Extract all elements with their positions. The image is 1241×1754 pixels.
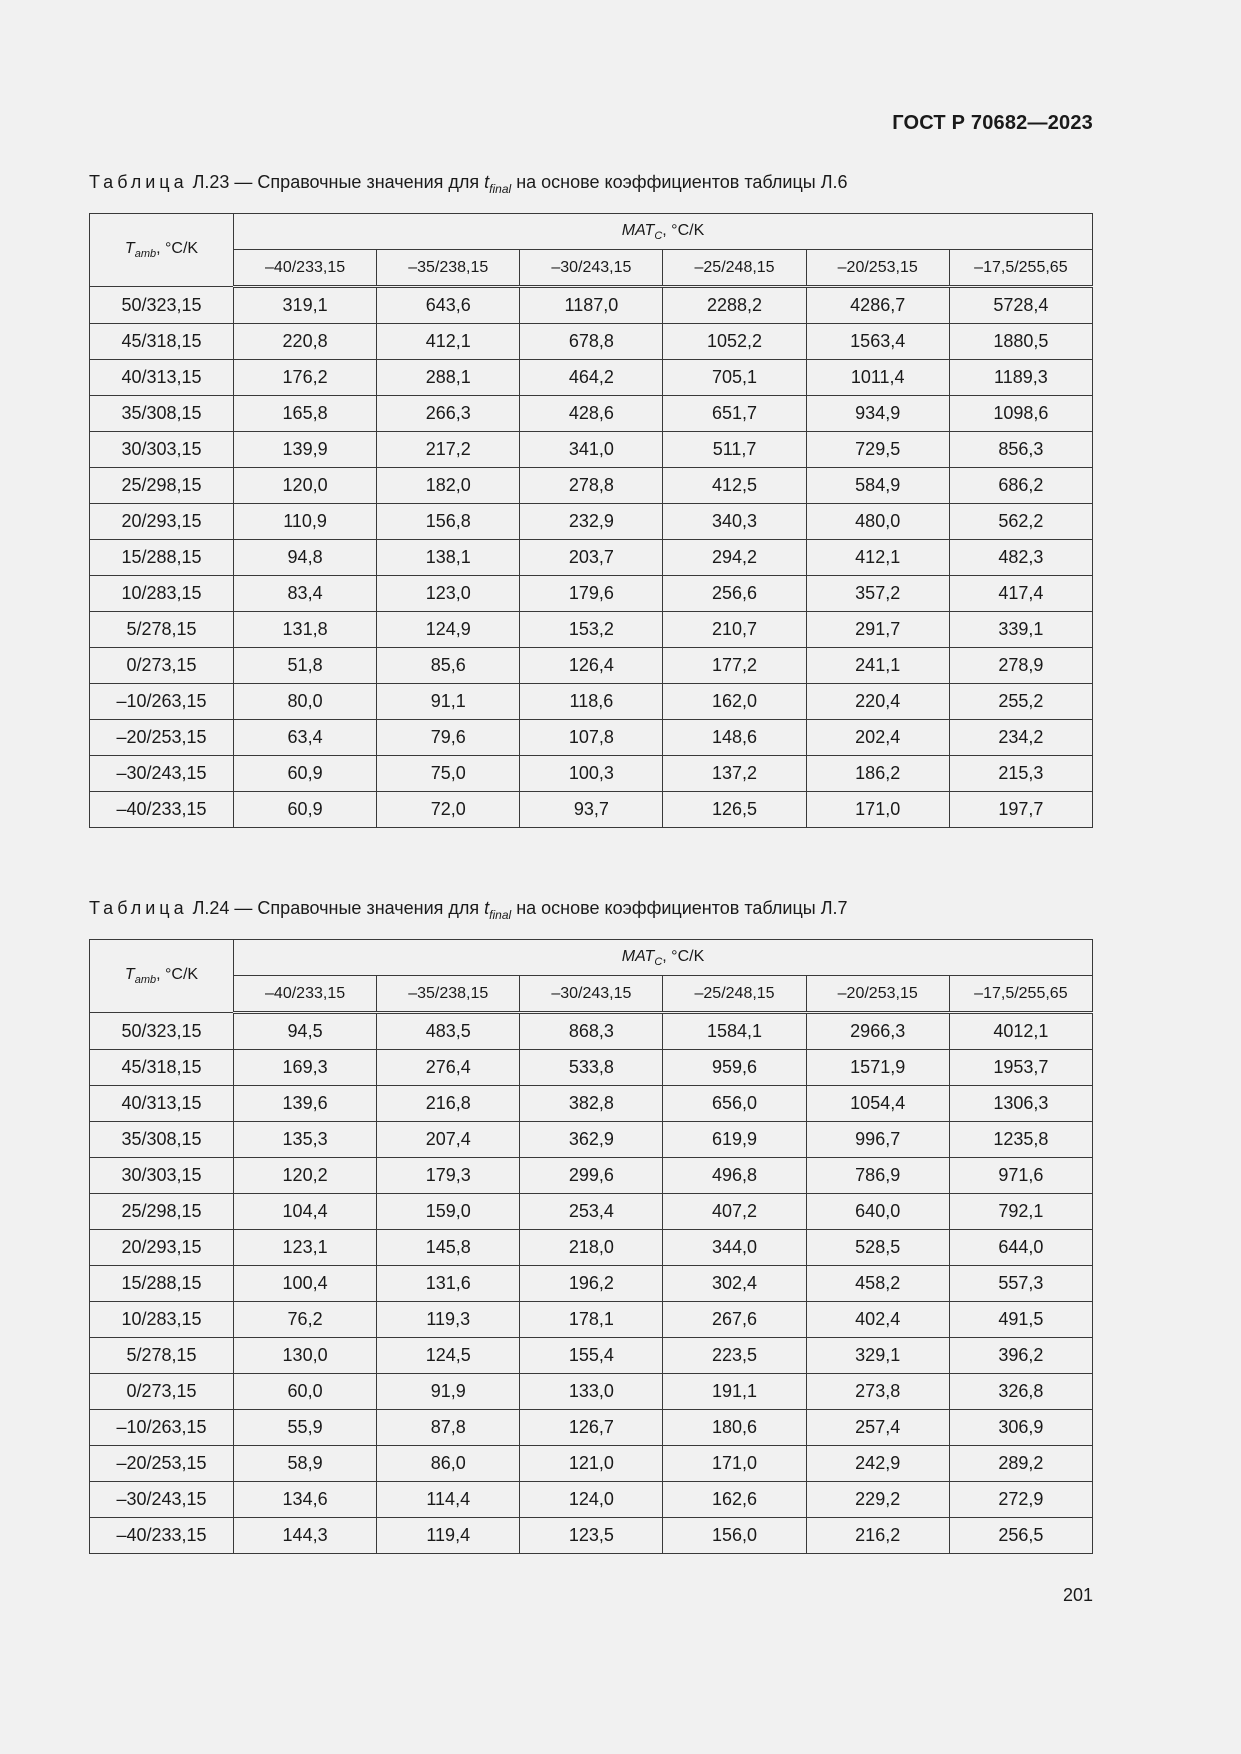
value-cell: 178,1 (520, 1302, 663, 1338)
value-cell: 656,0 (663, 1086, 806, 1122)
table-row (90, 612, 1093, 648)
table-caption-variable: t (484, 898, 490, 918)
value-cell: 176,2 (234, 360, 377, 396)
value-cell: 1052,2 (663, 324, 806, 360)
value-cell: 223,5 (663, 1338, 806, 1374)
value-cell: 169,3 (234, 1050, 377, 1086)
value-cell: 124,9 (377, 612, 520, 648)
row-header-variable: T (124, 240, 135, 257)
value-cell: 651,7 (663, 396, 806, 432)
value-cell: 428,6 (520, 396, 663, 432)
row-label-cell: 0/273,15 (90, 648, 234, 684)
row-label-cell: 45/318,15 (90, 1050, 234, 1086)
value-cell: 562,2 (949, 504, 1092, 540)
value-cell: 299,6 (520, 1158, 663, 1194)
value-cell: 483,5 (377, 1013, 520, 1050)
value-cell: 496,8 (663, 1158, 806, 1194)
table-row (90, 360, 1093, 396)
value-cell: 148,6 (663, 720, 806, 756)
data-table (89, 939, 1093, 1554)
value-cell: 856,3 (949, 432, 1092, 468)
value-cell: 491,5 (949, 1302, 1092, 1338)
table-row (90, 504, 1093, 540)
value-cell: 72,0 (377, 792, 520, 828)
value-cell: 278,9 (949, 648, 1092, 684)
row-label-cell: –20/253,15 (90, 1446, 234, 1482)
value-cell: 197,7 (949, 792, 1092, 828)
value-cell: 86,0 (377, 1446, 520, 1482)
table-row (90, 1122, 1093, 1158)
value-cell: 145,8 (377, 1230, 520, 1266)
row-label-cell: –40/233,15 (90, 1518, 234, 1554)
value-cell: 215,3 (949, 756, 1092, 792)
value-cell: 202,4 (806, 720, 949, 756)
value-cell: 417,4 (949, 576, 1092, 612)
row-label-cell: 35/308,15 (90, 1122, 234, 1158)
table-row (90, 576, 1093, 612)
row-label-cell: –40/233,15 (90, 792, 234, 828)
value-cell: 480,0 (806, 504, 949, 540)
table-caption-label: Таблица (89, 898, 188, 918)
value-cell: 267,6 (663, 1302, 806, 1338)
table-row (90, 1013, 1093, 1050)
value-cell: 91,1 (377, 684, 520, 720)
value-cell: 1953,7 (949, 1050, 1092, 1086)
table-caption-subscript: final (489, 908, 512, 922)
row-label-cell: 5/278,15 (90, 1338, 234, 1374)
value-cell: 4012,1 (949, 1013, 1092, 1050)
table-body (90, 1013, 1093, 1554)
row-label-cell: 5/278,15 (90, 612, 234, 648)
value-cell: 93,7 (520, 792, 663, 828)
row-header-subscript: amb (134, 248, 157, 260)
column-header: –40/233,15 (234, 976, 377, 1013)
value-cell: 357,2 (806, 576, 949, 612)
value-cell: 5728,4 (949, 287, 1092, 324)
value-cell: 464,2 (520, 360, 663, 396)
value-cell: 326,8 (949, 1374, 1092, 1410)
value-cell: 288,1 (377, 360, 520, 396)
value-cell: 156,0 (663, 1518, 806, 1554)
value-cell: 329,1 (806, 1338, 949, 1374)
table-caption-prefix: Л.24 — Справочные значения для (192, 898, 480, 918)
row-label-cell: 0/273,15 (90, 1374, 234, 1410)
value-cell: 124,5 (377, 1338, 520, 1374)
table-row (90, 1338, 1093, 1374)
value-cell: 934,9 (806, 396, 949, 432)
value-cell: 241,1 (806, 648, 949, 684)
value-cell: 533,8 (520, 1050, 663, 1086)
value-cell: 126,4 (520, 648, 663, 684)
value-cell: 412,1 (806, 540, 949, 576)
value-cell: 179,6 (520, 576, 663, 612)
value-cell: 100,3 (520, 756, 663, 792)
column-header: –25/248,15 (663, 976, 806, 1013)
value-cell: 644,0 (949, 1230, 1092, 1266)
value-cell: 458,2 (806, 1266, 949, 1302)
column-header: –20/253,15 (806, 976, 949, 1013)
row-label-cell: 10/283,15 (90, 1302, 234, 1338)
value-cell: 1880,5 (949, 324, 1092, 360)
table-body (90, 287, 1093, 828)
value-cell: 83,4 (234, 576, 377, 612)
value-cell: 412,5 (663, 468, 806, 504)
value-cell: 341,0 (520, 432, 663, 468)
value-cell: 705,1 (663, 360, 806, 396)
value-cell: 278,8 (520, 468, 663, 504)
value-cell: 216,8 (377, 1086, 520, 1122)
value-cell: 75,0 (377, 756, 520, 792)
column-header: –20/253,15 (806, 250, 949, 287)
value-cell: 94,5 (234, 1013, 377, 1050)
value-cell: 1571,9 (806, 1050, 949, 1086)
value-cell: 2966,3 (806, 1013, 949, 1050)
value-cell: 135,3 (234, 1122, 377, 1158)
value-cell: 319,1 (234, 287, 377, 324)
value-cell: 971,6 (949, 1158, 1092, 1194)
value-cell: 1563,4 (806, 324, 949, 360)
value-cell: 159,0 (377, 1194, 520, 1230)
row-label-cell: 35/308,15 (90, 396, 234, 432)
value-cell: 60,0 (234, 1374, 377, 1410)
row-label-cell: 30/303,15 (90, 1158, 234, 1194)
value-cell: 640,0 (806, 1194, 949, 1230)
value-cell: 1189,3 (949, 360, 1092, 396)
value-cell: 218,0 (520, 1230, 663, 1266)
value-cell: 1235,8 (949, 1122, 1092, 1158)
value-cell: 180,6 (663, 1410, 806, 1446)
table-caption-suffix: на основе коэффициентов таблицы Л.6 (516, 172, 848, 192)
value-cell: 55,9 (234, 1410, 377, 1446)
value-cell: 162,0 (663, 684, 806, 720)
value-cell: 256,6 (663, 576, 806, 612)
table-row (90, 1086, 1093, 1122)
value-cell: 110,9 (234, 504, 377, 540)
value-cell: 255,2 (949, 684, 1092, 720)
value-cell: 1187,0 (520, 287, 663, 324)
column-header: –30/243,15 (520, 976, 663, 1013)
value-cell: 619,9 (663, 1122, 806, 1158)
row-label-cell: 15/288,15 (90, 540, 234, 576)
value-cell: 63,4 (234, 720, 377, 756)
value-cell: 253,4 (520, 1194, 663, 1230)
value-cell: 276,4 (377, 1050, 520, 1086)
value-cell: 289,2 (949, 1446, 1092, 1482)
value-cell: 191,1 (663, 1374, 806, 1410)
row-header-unit: , °C/K (156, 240, 199, 257)
value-cell: 786,9 (806, 1158, 949, 1194)
value-cell: 291,7 (806, 612, 949, 648)
value-cell: 165,8 (234, 396, 377, 432)
table-row (90, 1446, 1093, 1482)
table-row (90, 1374, 1093, 1410)
value-cell: 134,6 (234, 1482, 377, 1518)
table-caption-prefix: Л.23 — Справочные значения для (192, 172, 480, 192)
value-cell: 60,9 (234, 792, 377, 828)
column-group-subscript: C (654, 955, 663, 968)
value-cell: 133,0 (520, 1374, 663, 1410)
value-cell: 1306,3 (949, 1086, 1092, 1122)
table-caption-subscript: final (489, 182, 512, 196)
page-number: 201 (1062, 1585, 1093, 1605)
table-row (90, 540, 1093, 576)
value-cell: 171,0 (663, 1446, 806, 1482)
value-cell: 196,2 (520, 1266, 663, 1302)
value-cell: 217,2 (377, 432, 520, 468)
value-cell: 1054,4 (806, 1086, 949, 1122)
value-cell: 131,8 (234, 612, 377, 648)
column-header: –40/233,15 (234, 250, 377, 287)
value-cell: 126,7 (520, 1410, 663, 1446)
value-cell: 130,0 (234, 1338, 377, 1374)
value-cell: 294,2 (663, 540, 806, 576)
row-label-cell: 40/313,15 (90, 1086, 234, 1122)
value-cell: 220,4 (806, 684, 949, 720)
value-cell: 643,6 (377, 287, 520, 324)
value-cell: 80,0 (234, 684, 377, 720)
table-row (90, 648, 1093, 684)
table-row (90, 287, 1093, 324)
row-label-cell: 25/298,15 (90, 468, 234, 504)
row-label-cell: –10/263,15 (90, 684, 234, 720)
value-cell: 229,2 (806, 1482, 949, 1518)
row-label-cell: –30/243,15 (90, 756, 234, 792)
value-cell: 137,2 (663, 756, 806, 792)
table-row (90, 756, 1093, 792)
table-row (90, 1158, 1093, 1194)
row-header-title (90, 940, 234, 1013)
table-caption (89, 172, 848, 196)
table-caption (89, 898, 848, 922)
table-caption-suffix: на основе коэффициентов таблицы Л.7 (516, 898, 848, 918)
column-group-header (234, 214, 1093, 250)
value-cell: 729,5 (806, 432, 949, 468)
value-cell: 144,3 (234, 1518, 377, 1554)
value-cell: 60,9 (234, 756, 377, 792)
value-cell: 407,2 (663, 1194, 806, 1230)
column-group-subscript: C (654, 229, 663, 242)
value-cell: 216,2 (806, 1518, 949, 1554)
value-cell: 234,2 (949, 720, 1092, 756)
row-label-cell: 20/293,15 (90, 1230, 234, 1266)
data-table (89, 213, 1093, 828)
value-cell: 868,3 (520, 1013, 663, 1050)
table-row (90, 396, 1093, 432)
value-cell: 1584,1 (663, 1013, 806, 1050)
row-label-cell: 45/318,15 (90, 324, 234, 360)
value-cell: 273,8 (806, 1374, 949, 1410)
value-cell: 91,9 (377, 1374, 520, 1410)
value-cell: 302,4 (663, 1266, 806, 1302)
value-cell: 186,2 (806, 756, 949, 792)
row-label-cell: 40/313,15 (90, 360, 234, 396)
value-cell: 182,0 (377, 468, 520, 504)
column-group-header (234, 940, 1093, 976)
column-header-row (90, 250, 1093, 287)
value-cell: 792,1 (949, 1194, 1092, 1230)
table-caption-label: Таблица (89, 172, 188, 192)
value-cell: 256,5 (949, 1518, 1092, 1554)
value-cell: 4286,7 (806, 287, 949, 324)
value-cell: 76,2 (234, 1302, 377, 1338)
table-row (90, 432, 1093, 468)
value-cell: 114,4 (377, 1482, 520, 1518)
value-cell: 242,9 (806, 1446, 949, 1482)
value-cell: 155,4 (520, 1338, 663, 1374)
value-cell: 138,1 (377, 540, 520, 576)
table-row (90, 1194, 1093, 1230)
row-label-cell: 30/303,15 (90, 432, 234, 468)
row-label-cell: –30/243,15 (90, 1482, 234, 1518)
column-header: –35/238,15 (377, 976, 520, 1013)
value-cell: 1011,4 (806, 360, 949, 396)
value-cell: 528,5 (806, 1230, 949, 1266)
value-cell: 131,6 (377, 1266, 520, 1302)
table-row (90, 684, 1093, 720)
table-row (90, 1482, 1093, 1518)
value-cell: 482,3 (949, 540, 1092, 576)
column-header: –35/238,15 (377, 250, 520, 287)
value-cell: 123,1 (234, 1230, 377, 1266)
row-label-cell: 15/288,15 (90, 1266, 234, 1302)
value-cell: 362,9 (520, 1122, 663, 1158)
row-label-cell: 20/293,15 (90, 504, 234, 540)
table-row (90, 1266, 1093, 1302)
table-row (90, 1230, 1093, 1266)
value-cell: 153,2 (520, 612, 663, 648)
table-row (90, 1410, 1093, 1446)
value-cell: 100,4 (234, 1266, 377, 1302)
value-cell: 339,1 (949, 612, 1092, 648)
column-header: –17,5/255,65 (949, 250, 1092, 287)
value-cell: 179,3 (377, 1158, 520, 1194)
value-cell: 123,0 (377, 576, 520, 612)
value-cell: 959,6 (663, 1050, 806, 1086)
value-cell: 996,7 (806, 1122, 949, 1158)
value-cell: 139,9 (234, 432, 377, 468)
value-cell: 94,8 (234, 540, 377, 576)
value-cell: 139,6 (234, 1086, 377, 1122)
value-cell: 272,9 (949, 1482, 1092, 1518)
value-cell: 126,5 (663, 792, 806, 828)
value-cell: 382,8 (520, 1086, 663, 1122)
value-cell: 584,9 (806, 468, 949, 504)
value-cell: 79,6 (377, 720, 520, 756)
table-row (90, 792, 1093, 828)
value-cell: 119,4 (377, 1518, 520, 1554)
value-cell: 678,8 (520, 324, 663, 360)
value-cell: 210,7 (663, 612, 806, 648)
value-cell: 220,8 (234, 324, 377, 360)
value-cell: 396,2 (949, 1338, 1092, 1374)
table-row (90, 1302, 1093, 1338)
value-cell: 2288,2 (663, 287, 806, 324)
row-header-title (90, 214, 234, 287)
value-cell: 120,2 (234, 1158, 377, 1194)
value-cell: 120,0 (234, 468, 377, 504)
value-cell: 232,9 (520, 504, 663, 540)
value-cell: 162,6 (663, 1482, 806, 1518)
value-cell: 107,8 (520, 720, 663, 756)
value-cell: 412,1 (377, 324, 520, 360)
row-label-cell: –10/263,15 (90, 1410, 234, 1446)
value-cell: 121,0 (520, 1446, 663, 1482)
table-row (90, 324, 1093, 360)
row-label-cell: 25/298,15 (90, 1194, 234, 1230)
table-row (90, 468, 1093, 504)
value-cell: 340,3 (663, 504, 806, 540)
value-cell: 257,4 (806, 1410, 949, 1446)
value-cell: 87,8 (377, 1410, 520, 1446)
value-cell: 266,3 (377, 396, 520, 432)
table-row (90, 1518, 1093, 1554)
column-header: –30/243,15 (520, 250, 663, 287)
value-cell: 177,2 (663, 648, 806, 684)
value-cell: 85,6 (377, 648, 520, 684)
value-cell: 123,5 (520, 1518, 663, 1554)
value-cell: 306,9 (949, 1410, 1092, 1446)
table-row (90, 720, 1093, 756)
row-header-subscript: amb (134, 974, 157, 986)
row-label-cell: –20/253,15 (90, 720, 234, 756)
column-group-variable: MAT (621, 221, 655, 239)
row-header-unit: , °C/K (156, 966, 199, 983)
column-header: –25/248,15 (663, 250, 806, 287)
value-cell: 344,0 (663, 1230, 806, 1266)
value-cell: 511,7 (663, 432, 806, 468)
column-group-variable: MAT (621, 947, 655, 965)
value-cell: 1098,6 (949, 396, 1092, 432)
value-cell: 203,7 (520, 540, 663, 576)
column-group-unit: , °C/K (662, 221, 705, 239)
value-cell: 686,2 (949, 468, 1092, 504)
row-label-cell: 50/323,15 (90, 1013, 234, 1050)
value-cell: 51,8 (234, 648, 377, 684)
document-code: ГОСТ Р 70682—2023 (892, 112, 1093, 134)
value-cell: 119,3 (377, 1302, 520, 1338)
value-cell: 171,0 (806, 792, 949, 828)
value-cell: 207,4 (377, 1122, 520, 1158)
column-header-row (90, 976, 1093, 1013)
value-cell: 124,0 (520, 1482, 663, 1518)
value-cell: 402,4 (806, 1302, 949, 1338)
column-header: –17,5/255,65 (949, 976, 1092, 1013)
row-label-cell: 50/323,15 (90, 287, 234, 324)
value-cell: 118,6 (520, 684, 663, 720)
column-group-unit: , °C/K (662, 947, 705, 965)
value-cell: 58,9 (234, 1446, 377, 1482)
value-cell: 104,4 (234, 1194, 377, 1230)
value-cell: 557,3 (949, 1266, 1092, 1302)
table-caption-variable: t (484, 172, 490, 192)
value-cell: 156,8 (377, 504, 520, 540)
row-label-cell: 10/283,15 (90, 576, 234, 612)
table-row (90, 1050, 1093, 1086)
row-header-variable: T (124, 966, 135, 983)
